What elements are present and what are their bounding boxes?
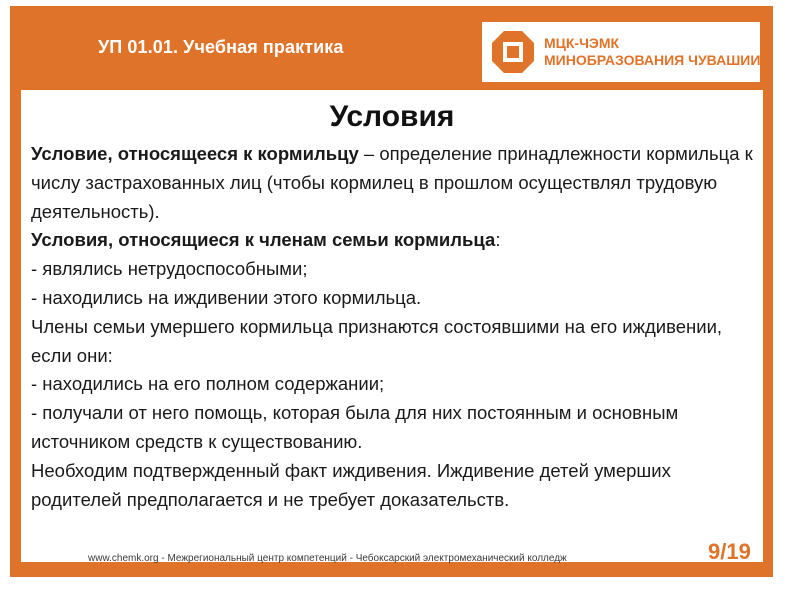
dependency-text: Члены семьи умершего кормильца признаются состоявшими на его иждивении, если они: — [31, 315, 723, 366]
body-text — [31, 140, 753, 514]
list-item-2: - находились на иждивении этого кормильца. — [31, 286, 422, 308]
intro-rest: – определение принадлежности кормильца к числу застрахованных лиц (чтобы кормилец в прошлом осуществлял трудовую деятельность). — [31, 143, 753, 222]
logo-line-1: МЦК-ЧЭМК — [544, 35, 620, 51]
intro-bold: Условие, относящееся к кормильцу — [31, 143, 359, 164]
content-area — [21, 90, 763, 562]
family-bold: Условия, относящиеся к членам семьи кормильца — [31, 229, 496, 251]
slide-frame — [10, 6, 773, 577]
logo — [482, 22, 760, 82]
course-title: УП 01.01. Учебная практика — [98, 37, 344, 57]
list-item-1: - являлись нетрудоспособными; — [31, 258, 308, 280]
logo-text — [544, 35, 760, 69]
list-item-3: - находились на его полном содержании; — [31, 373, 385, 395]
mck-logo-icon — [492, 31, 534, 73]
logo-line-2: МИНОБРАЗОВАНИЯ ЧУВАШИИ — [544, 52, 761, 68]
page-number: 9/19 — [708, 539, 751, 564]
family-colon: : — [495, 229, 501, 251]
intro-paragraph — [31, 140, 753, 226]
conclusion-text: Необходим подтвержденный факт иждивения. Иждивение детей умерших родителей предполагается и не требует доказательств. — [31, 459, 671, 510]
page-title: Условия — [329, 100, 455, 133]
list-item-4: - получали от него помощь, которая была для них постоянным и основным источником средств к существованию. — [31, 402, 679, 452]
footer-text: www.chemk.org - Межрегиональный центр компетенций - Чебоксарский электромеханический колледж — [88, 553, 567, 564]
family-heading — [31, 226, 753, 255]
